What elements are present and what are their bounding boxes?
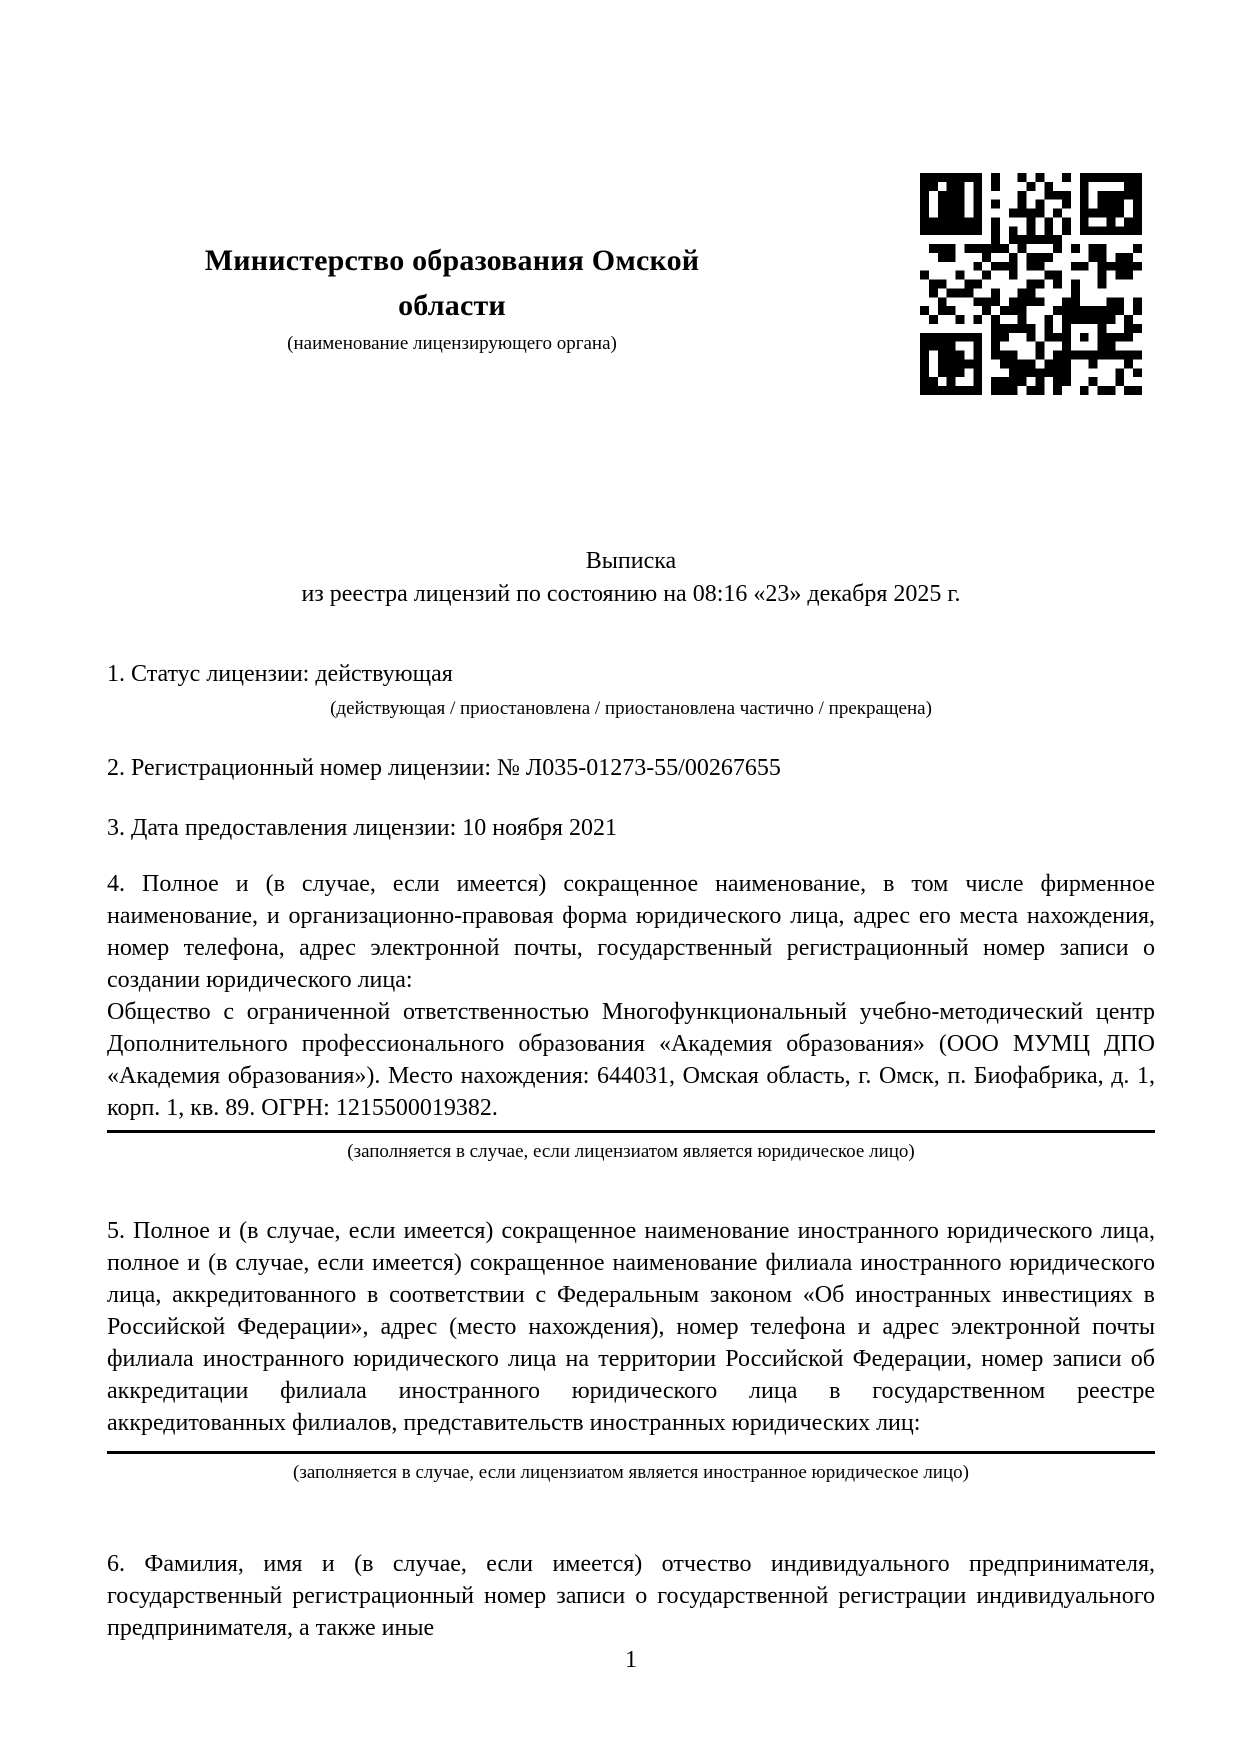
section-registration-number bbox=[107, 752, 1155, 784]
legal-entity-statute: 4. Полное и (в случае, если имеется) сокращенное наименование, в том числе фирменное наименование, и организационно-правовая форма юридического лица, адрес его места нахождения, номер телефона, адрес электронной почты, государственный регистрационный номер записи о создании юридического лица: bbox=[107, 871, 1155, 993]
grant-date-line: 3. Дата предоставления лицензии: 10 ноября 2021 bbox=[107, 815, 617, 841]
status-options-caption: (действующая / приостановлена / приостановлена частично / прекращена) bbox=[330, 698, 932, 719]
doc-title bbox=[107, 545, 1155, 611]
ministry-name-line-1: Министерство образования Омской bbox=[204, 244, 700, 277]
registration-number-line: 2. Регистрационный номер лицензии: № Л035-01273-55/00267655 bbox=[107, 755, 781, 781]
qr-code bbox=[920, 173, 1142, 395]
legal-entity-value: Общество с ограниченной ответственностью Многофункциональный учебно-методический центр Дополнительного профессионального образования «Академия образования» (ООО МУМЦ ДПО «Академия образования»). Место нахождения: 644031, Омская область, г. Омск, п. Биофабрика, д. 1, корп. 1, кв. 89. ОГРН: 1215500019382. bbox=[107, 999, 1155, 1121]
fill-rule-caption-foreign: (заполняется в случае, если лицензиатом является иностранное юридическое лицо) bbox=[293, 1462, 969, 1483]
section-legal-entity bbox=[107, 868, 1155, 1165]
section-grant-date bbox=[107, 812, 1155, 844]
fill-rule-line-foreign bbox=[107, 1451, 1155, 1454]
section-license-status bbox=[107, 658, 1155, 722]
fill-rule-line-legal bbox=[107, 1130, 1155, 1133]
doc-title-line-1: Выписка bbox=[585, 548, 677, 574]
ministry-caption: (наименование лицензирующего органа) bbox=[287, 333, 617, 354]
section-individual-entrepreneur bbox=[107, 1548, 1155, 1644]
ministry-name-line-2: области bbox=[398, 289, 506, 322]
page-number: 1 bbox=[625, 1647, 637, 1673]
entrepreneur-statute: 6. Фамилия, имя и (в случае, если имеется) отчество индивидуального предпринимателя, государственный регистрационный номер записи о государственной регистрации индивидуального предпринимателя, а также иные bbox=[107, 1551, 1155, 1641]
foreign-entity-statute: 5. Полное и (в случае, если имеется) сокращенное наименование иностранного юридического лица, полное и (в случае, если имеется) сокращенное наименование филиала иностранного юридического лица, аккредитованного в соответствии с Федеральным законом «Об иностранных инвестициях в Российской Федерации», адрес (место нахождения), номер телефона и адрес электронной почты филиала иностранного юридического лица на территории Российской Федерации, номер записи об аккредитации филиала иностранного юридического лица в государственном реестре аккредитованных филиалов, представительств иностранных юридических лиц: bbox=[107, 1218, 1155, 1436]
section-foreign-entity bbox=[107, 1215, 1155, 1486]
fill-rule-caption-legal: (заполняется в случае, если лицензиатом является юридическое лицо) bbox=[347, 1141, 915, 1162]
doc-title-line-2: из реестра лицензий по состоянию на 08:16 «23» декабря 2025 г. bbox=[301, 581, 961, 607]
authority-header bbox=[107, 238, 797, 356]
license-status-line: 1. Статус лицензии: действующая bbox=[107, 661, 453, 687]
